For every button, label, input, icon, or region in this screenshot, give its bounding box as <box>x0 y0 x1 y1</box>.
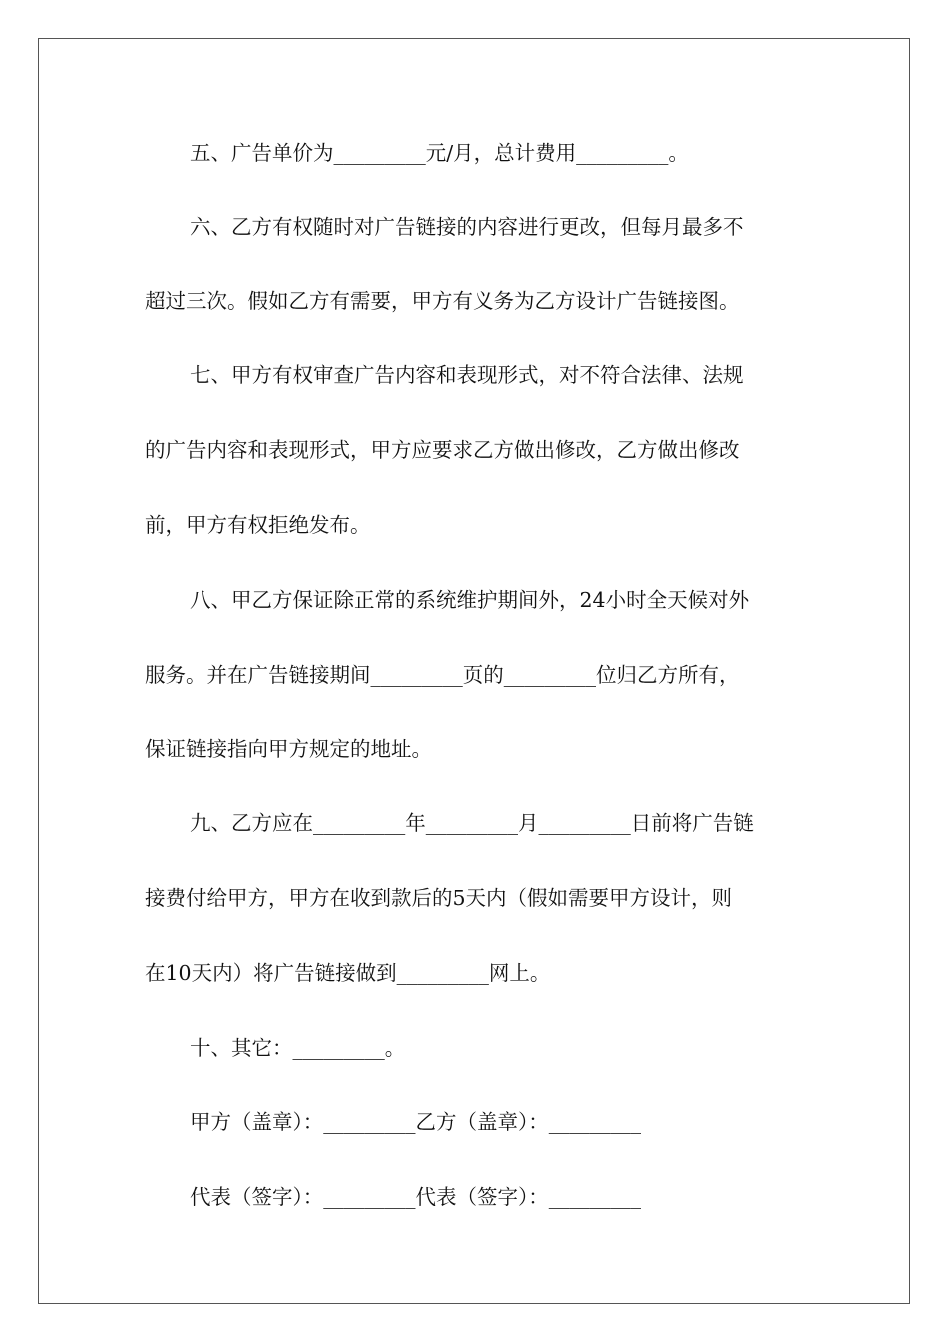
clause-10-line-1: 十、其它：_________。 <box>190 1036 406 1060</box>
clause-8-line-2: 服务。并在广告链接期间_________页的_________位归乙方所有， <box>145 663 740 687</box>
clause-7-line-3: 前，甲方有权拒绝发布。 <box>145 513 371 537</box>
clause-9-line-1: 九、乙方应在_________年_________月_________日前将广告链 <box>190 811 754 835</box>
clause-9-line-3: 在10天内）将广告链接做到_________网上。 <box>145 961 551 985</box>
clause-7-line-1: 七、甲方有权审查广告内容和表现形式，对不符合法律、法规 <box>190 363 744 387</box>
clause-8-line-3: 保证链接指向甲方规定的地址。 <box>145 737 432 761</box>
clause-7-line-2: 的广告内容和表现形式，甲方应要求乙方做出修改，乙方做出修改 <box>145 438 740 462</box>
clause-5-line-1: 五、广告单价为_________元/月，总计费用_________。 <box>190 141 689 165</box>
clause-9-line-2: 接费付给甲方，甲方在收到款后的5天内（假如需要甲方设计，则 <box>145 886 733 910</box>
clause-6-line-2: 超过三次。假如乙方有需要，甲方有义务为乙方设计广告链接图。 <box>145 289 740 313</box>
seal-line: 甲方（盖章）：_________乙方（盖章）：_________ <box>190 1110 641 1134</box>
clause-6-line-1: 六、乙方有权随时对广告链接的内容进行更改，但每月最多不 <box>190 215 744 239</box>
signature-line: 代表（签字）：_________代表（签字）：_________ <box>190 1185 641 1209</box>
clause-8-line-1: 八、甲乙方保证除正常的系统维护期间外，24小时全天候对外 <box>190 588 750 612</box>
